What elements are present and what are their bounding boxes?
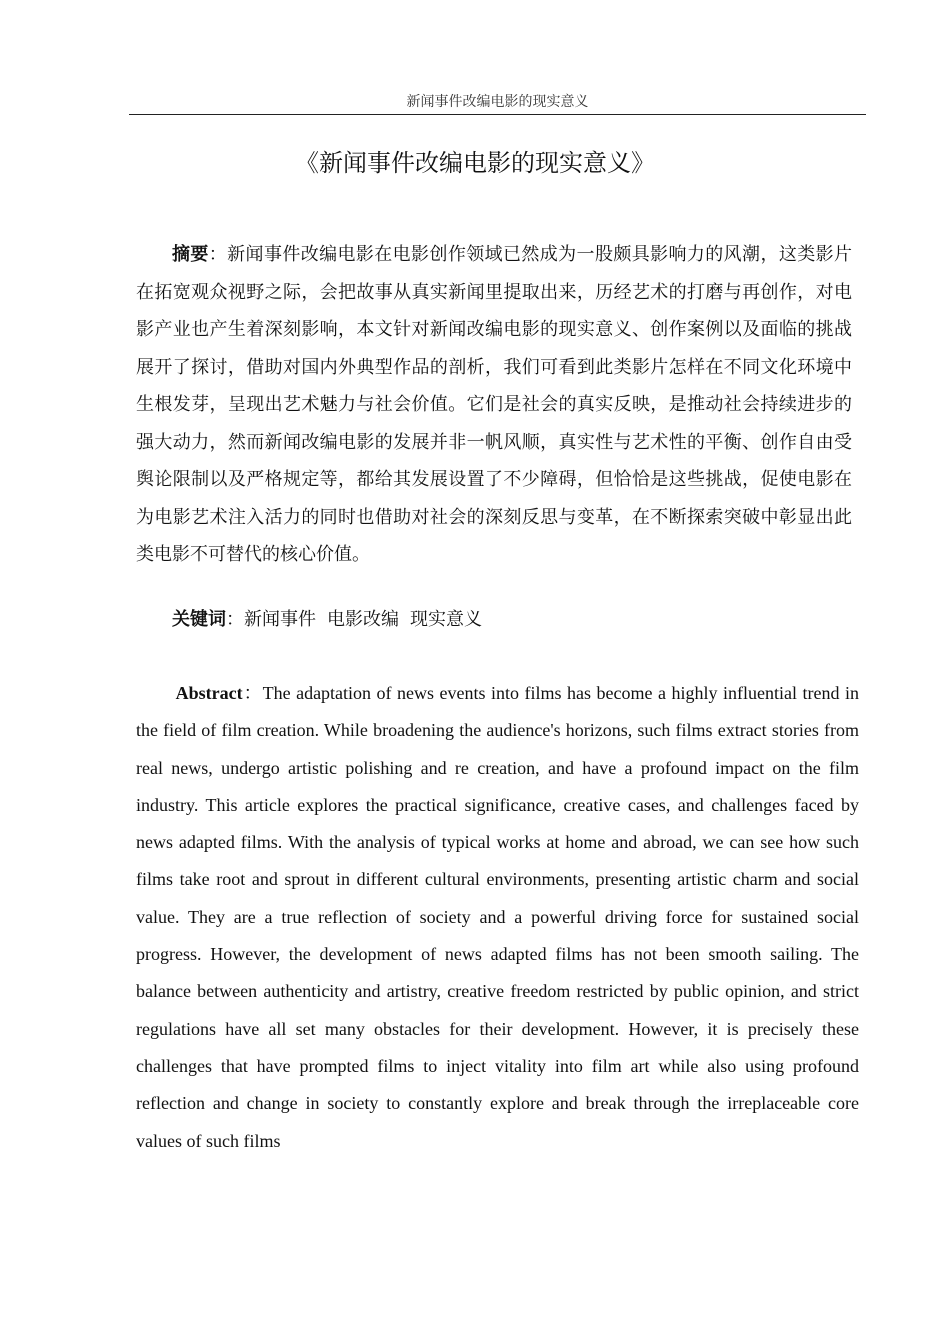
abstract-en-text: The adaptation of news events into films has become a highly influential trend in the field of film creation. While broadening the audience's horizons, such films extract stories from real news, undergo artistic polishing and re creation, and have a profound impact on the film industry. This article explores the practical significance, creative cases, and challenges faced by news adapted films. With the analysis of typical works at home and abroad, we can see how such films take root and sprout in different cultural environments, presenting artistic charm and social value. They are a true reflection of society and a powerful driving force for sustained social progress. However, the development of news adapted films has not been smooth sailing. The balance between authenticity and artistry, creative freedom restricted by public opinion, and strict regulations have all set many obstacles for their development. However, it is precisely these challenges that have prompted films to inject vitality into film art while also using profound reflection and change in society to constantly explore and break through the irreplaceable core values of such films <box>136 683 859 1151</box>
keyword-item: 现实意义 <box>410 609 482 630</box>
abstract-cn <box>136 236 852 574</box>
abstract-en-separator: ： <box>242 683 263 703</box>
abstract-cn-label: 摘要 <box>172 244 209 265</box>
abstract-cn-separator: ： <box>208 244 228 265</box>
abstract-en-label: Abstract <box>175 683 243 703</box>
abstract-en <box>136 675 859 1160</box>
keywords-cn-label: 关键词 <box>172 609 226 630</box>
keywords-cn <box>136 604 852 636</box>
running-header-title: 新闻事件改编电影的现实意义 <box>406 94 589 110</box>
document-title: 《新闻事件改编电影的现实意义》 <box>295 149 655 177</box>
keyword-item: 电影改编 <box>327 609 399 630</box>
running-header <box>129 92 866 115</box>
keyword-item: 新闻事件 <box>244 609 316 630</box>
abstract-cn-text: 新闻事件改编电影在电影创作领域已然成为一股颇具影响力的风潮，这类影片在拓宽观众视野之际，会把故事从真实新闻里提取出来，历经艺术的打磨与再创作，对电影产业也产生着深刻影响，本文针对新闻改编电影的现实意义、创作案例以及面临的挑战展开了探讨，借助对国内外典型作品的剖析，我们可看到此类影片怎样在不同文化环境中生根发芽，呈现出艺术魅力与社会价值。它们是社会的真实反映，是推动社会持续进步的强大动力，然而新闻改编电影的发展并非一帆风顺，真实性与艺术性的平衡、创作自由受舆论限制以及严格规定等，都给其发展设置了不少障碍，但恰恰是这些挑战，促使电影在为电影艺术注入活力的同时也借助对社会的深刻反思与变革，在不断探索突破中彰显出此类电影不可替代的核心价值。 <box>136 244 853 565</box>
keywords-cn-separator: ： <box>226 609 244 630</box>
